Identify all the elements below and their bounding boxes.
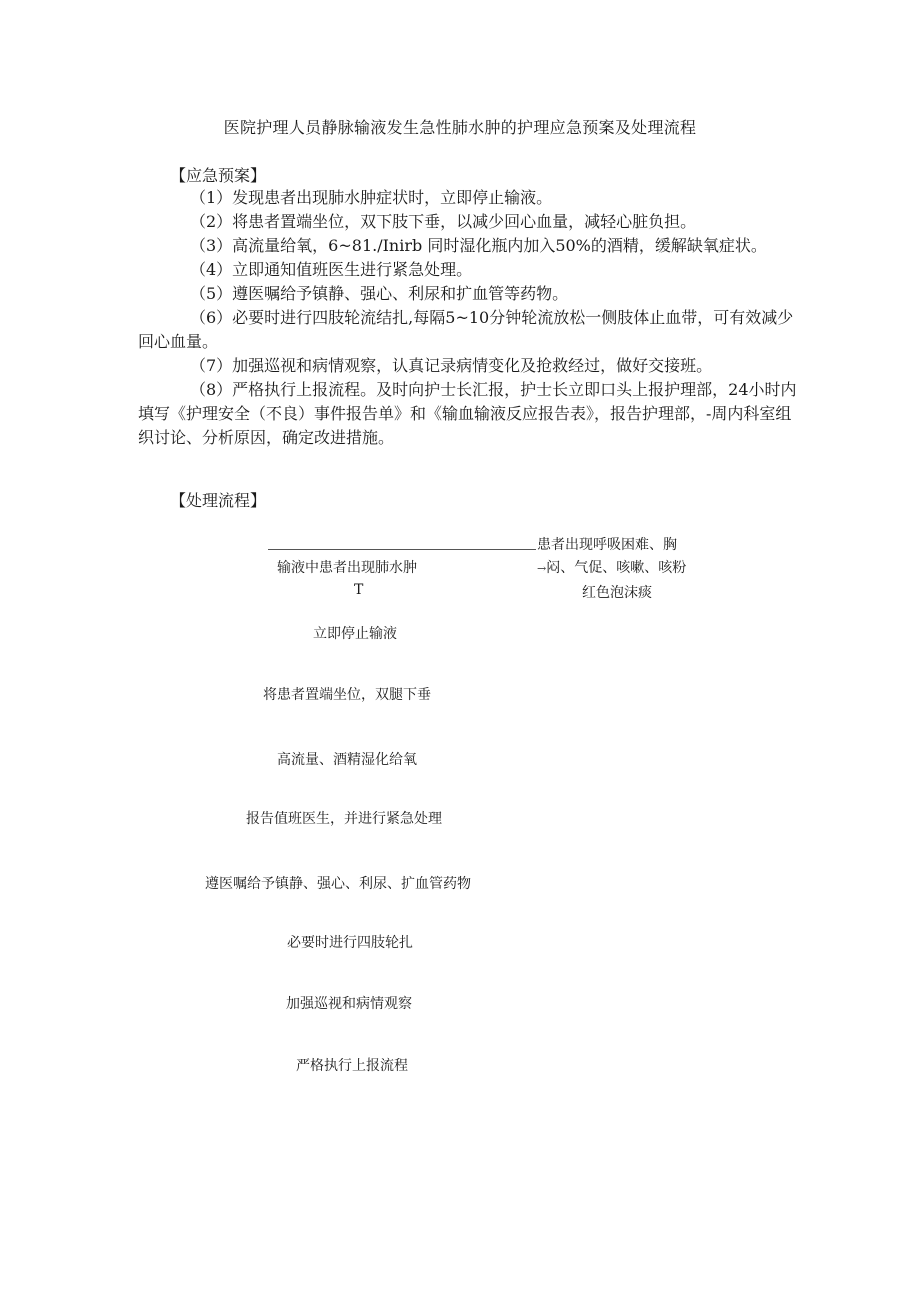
flow-start-marker: T — [354, 582, 364, 598]
flow-step-4: 报告值班医生，并进行紧急处理 — [246, 811, 442, 827]
plan-item-1: （1）发现患者出现肺水肿症状时，立即停止输液。 — [190, 188, 553, 207]
flow-step-1: 立即停止输液 — [313, 626, 397, 642]
plan-heading: 【应急预案】 — [170, 166, 267, 185]
document-title: 医院护理人员静脉输液发生急性肺水肿的护理应急预案及处理流程 — [223, 118, 697, 137]
flow-step-7: 加强巡视和病情观察 — [286, 996, 412, 1012]
arrow-right-icon: → — [537, 562, 547, 575]
flow-step-3: 高流量、酒精湿化给氧 — [277, 752, 417, 768]
flow-step-6: 必要时进行四肢轮扎 — [287, 935, 413, 951]
symptom-line-2-text: 闷、气促、咳嗽、咳粉 — [546, 560, 687, 576]
flow-start: 输液中患者出现肺水肿 — [277, 560, 417, 576]
symptom-line-3: 红色泡沫痰 — [582, 585, 652, 601]
plan-item-6: （6）必要时进行四肢轮流结扎,每隔5~10分钟轮流放松一侧肢体止血带，可有效减少回心血量。 — [138, 308, 794, 351]
plan-item-8: （8）严格执行上报流程。及时向护士长汇报，护士长立即口头上报护理部，24小时内填写《护理安全（不良）事件报告单》和《输血输液反应报告表》，报告护理部，-周内科室组织讨论、分析原因，确定改进措施。 — [138, 380, 797, 447]
plan-item-3: （3）高流量给氧，6~81./Inirb 同时湿化瓶内加入50%的酒精，缓解缺氧症状。 — [190, 236, 767, 255]
plan-item-5: （5）遵医嘱给予镇静、强心、利尿和扩血管等药物。 — [190, 284, 569, 303]
symptom-line-2 — [537, 557, 686, 577]
plan-item-4: （4）立即通知值班医生进行紧急处理。 — [190, 260, 473, 279]
flow-heading: 【处理流程】 — [170, 491, 267, 510]
plan-item-7: （7）加强巡视和病情观察，认真记录病情变化及抢救经过，做好交接班。 — [190, 356, 713, 375]
connector-line — [268, 549, 536, 550]
flow-step-5: 遵医嘱给予镇静、强心、利尿、扩血管药物 — [205, 876, 471, 892]
flow-step-2: 将患者置端坐位，双腿下垂 — [263, 687, 431, 703]
symptom-line-1: 患者出现呼吸困难、胸 — [537, 537, 677, 553]
flow-step-8: 严格执行上报流程 — [296, 1058, 408, 1074]
plan-item-2: （2）将患者置端坐位，双下肢下垂，以减少回心血量，减轻心脏负担。 — [190, 212, 697, 231]
